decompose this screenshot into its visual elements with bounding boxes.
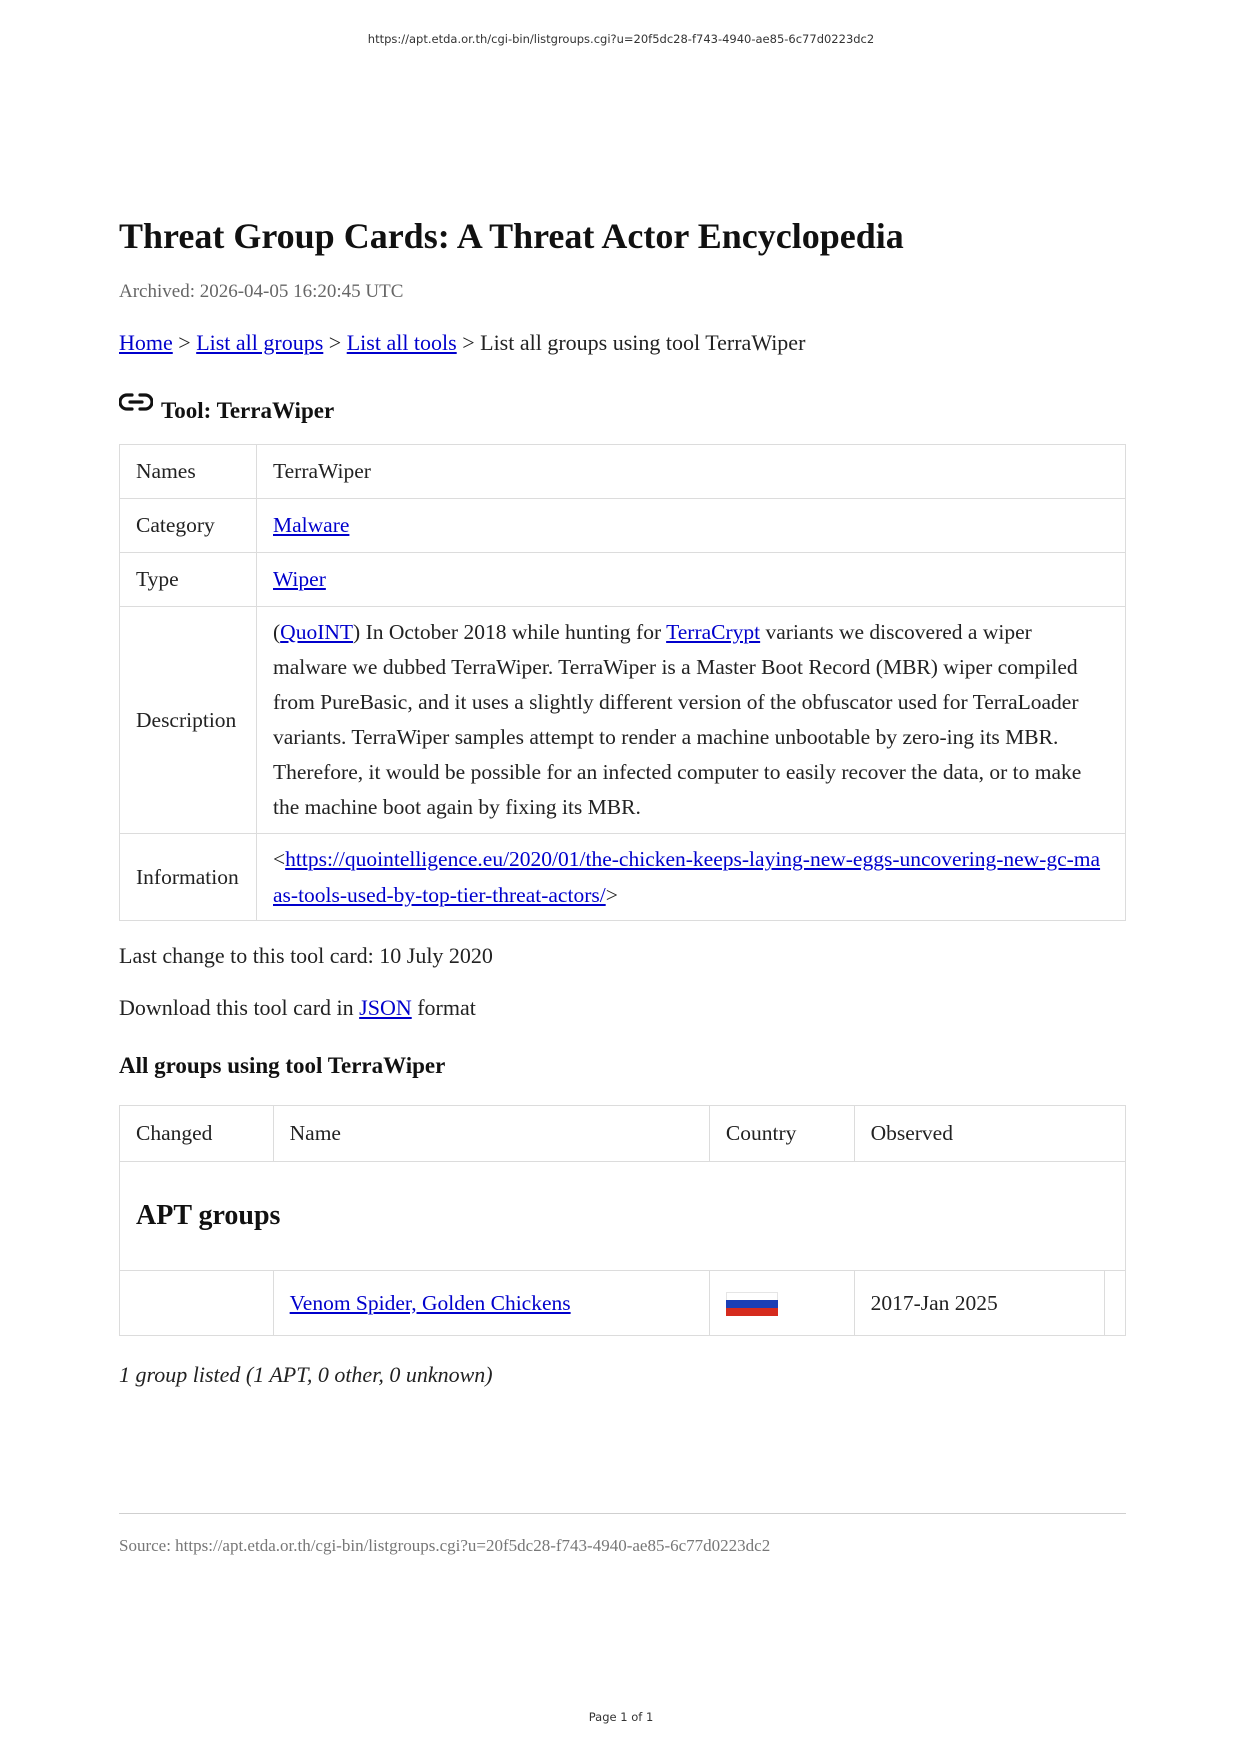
- page-title: Threat Group Cards: A Threat Actor Encyclopedia: [119, 216, 904, 256]
- description-source-link[interactable]: QuoINT: [280, 620, 354, 644]
- groups-table: [119, 1105, 1126, 1336]
- type-link[interactable]: Wiper: [273, 567, 326, 591]
- observed-cell: 2017-Jan 2025: [854, 1271, 1104, 1336]
- description-text: variants we discovered a wiper malware we dubbed TerraWiper. TerraWiper is a Master Boot Record (MBR) wiper compiled from PureBasic, and it uses a slightly different version of the obfuscator used for TerraLoader variants. TerraWiper samples attempt to render a machine unbootable by zero-ing its MBR. Therefore, it would be possible for an infected computer to easily recover the data, or to make the machine boot again by fixing its MBR.: [273, 620, 1082, 819]
- table-row: [120, 445, 1126, 499]
- category-label: Category: [120, 499, 257, 553]
- information-cell: [257, 834, 1126, 921]
- breadcrumb: [119, 330, 1126, 356]
- link-icon: [119, 392, 161, 424]
- category-cell: [257, 499, 1126, 553]
- group-name-link[interactable]: Venom Spider, Golden Chickens: [289, 1290, 571, 1315]
- description-open: (: [273, 620, 281, 644]
- table-row: [120, 499, 1126, 553]
- breadcrumb-separator: >: [323, 330, 347, 355]
- breadcrumb-home-link[interactable]: Home: [119, 330, 173, 355]
- table-row: [120, 553, 1126, 607]
- json-download-link[interactable]: JSON: [359, 995, 412, 1020]
- breadcrumb-groups-link[interactable]: List all groups: [196, 330, 324, 355]
- country-cell: [709, 1271, 854, 1336]
- column-header-name: Name: [273, 1106, 709, 1162]
- type-label: Type: [120, 553, 257, 607]
- main-content: [119, 212, 1126, 1388]
- source-url: Source: https://apt.etda.or.th/cgi-bin/listgroups.cgi?u=20f5dc28-f743-4940-ae85-6c77d0223dc2: [119, 1536, 771, 1555]
- print-header-url: https://apt.etda.or.th/cgi-bin/listgroups.cgi?u=20f5dc28-f743-4940-ae85-6c77d0223dc2: [367, 32, 875, 46]
- download-suffix: format: [411, 995, 476, 1020]
- last-change-text: Last change to this tool card: 10 July 2020: [119, 943, 493, 968]
- description-label: Description: [120, 607, 257, 834]
- name-cell: [273, 1271, 709, 1336]
- category-link[interactable]: Malware: [273, 513, 350, 537]
- divider: [119, 1513, 1126, 1514]
- information-link[interactable]: https://quointelligence.eu/2020/01/the-chicken-keeps-laying-new-eggs-uncovering-new-gc-maas-tools-used-by-top-tier-threat-actors/: [273, 847, 1101, 907]
- tool-card-table: [119, 444, 1126, 921]
- description-text: ) In October 2018 while hunting for: [353, 620, 667, 644]
- column-header-country: Country: [709, 1106, 854, 1162]
- section-row: [120, 1162, 1126, 1271]
- tool-heading: [119, 392, 1126, 424]
- table-header-row: [120, 1106, 1126, 1162]
- changed-cell: [120, 1271, 274, 1336]
- column-header-observed: Observed: [854, 1106, 1125, 1162]
- page-number: Page 1 of 1: [588, 1710, 654, 1724]
- table-row: [120, 1271, 1126, 1336]
- information-close: >: [605, 883, 618, 907]
- archived-timestamp: Archived: 2026-04-05 16:20:45 UTC: [119, 281, 404, 302]
- terracrypt-link[interactable]: TerraCrypt: [666, 620, 761, 644]
- breadcrumb-current: > List all groups using tool TerraWiper: [456, 330, 806, 355]
- names-label: Names: [120, 445, 257, 499]
- names-value: TerraWiper: [257, 445, 1126, 499]
- table-row: [120, 607, 1126, 834]
- download-prefix: Download this tool card in: [119, 995, 360, 1020]
- flag-russia-icon: [726, 1292, 778, 1316]
- column-header-changed: Changed: [120, 1106, 274, 1162]
- apt-groups-section-label: APT groups: [120, 1162, 1126, 1271]
- extra-cell: [1104, 1271, 1125, 1336]
- groups-heading: All groups using tool TerraWiper: [119, 1053, 446, 1078]
- description-cell: [257, 607, 1126, 834]
- information-open: <: [273, 847, 286, 871]
- type-cell: [257, 553, 1126, 607]
- tool-heading-text: Tool: TerraWiper: [161, 398, 335, 423]
- groups-summary: 1 group listed (1 APT, 0 other, 0 unknown): [119, 1362, 493, 1387]
- information-label: Information: [120, 834, 257, 921]
- breadcrumb-separator: >: [172, 330, 197, 355]
- breadcrumb-tools-link[interactable]: List all tools: [346, 330, 457, 355]
- download-line: [119, 995, 1126, 1021]
- table-row: [120, 834, 1126, 921]
